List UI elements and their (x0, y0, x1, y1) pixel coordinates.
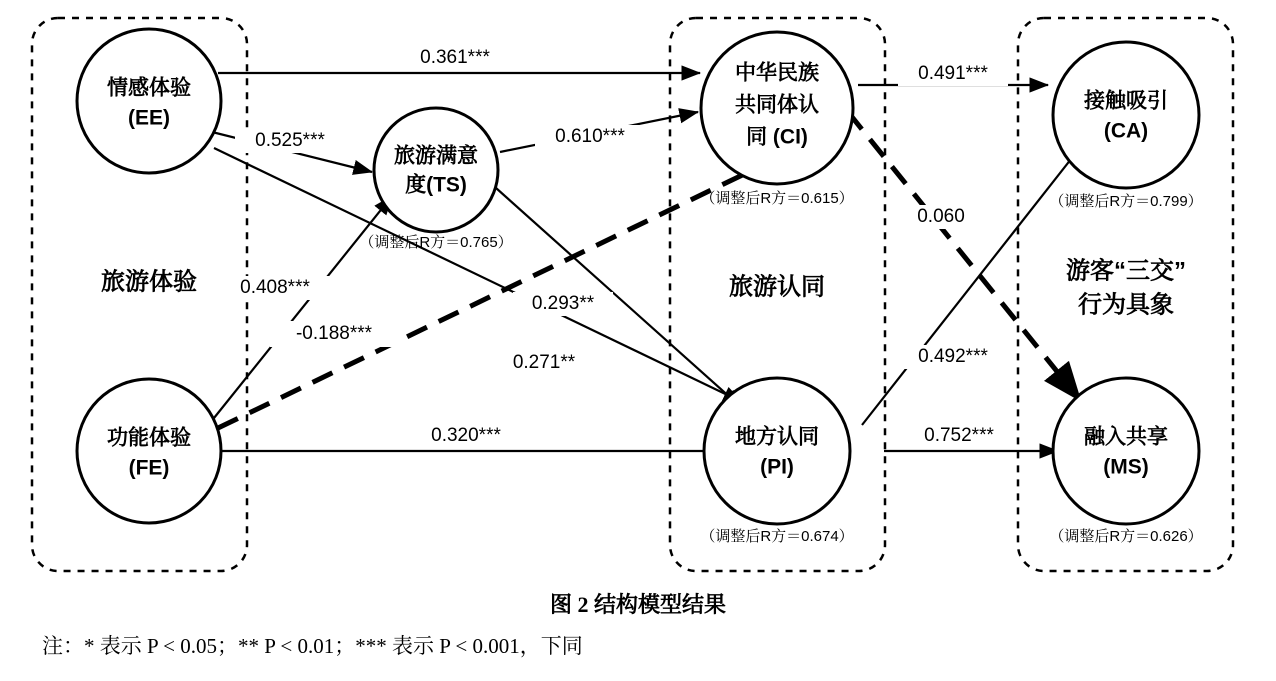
node-TS-label-line2: 度(TS) (405, 173, 467, 197)
node-CA[interactable] (1053, 42, 1199, 188)
group-title-identity: 旅游认同 (729, 273, 825, 301)
svg-text:0.320***: 0.320*** (431, 425, 501, 447)
path-label-TS-PI (513, 292, 613, 316)
node-PI-label-line2: (PI) (760, 455, 794, 479)
node-CI-label-line3: 同 (CI) (746, 125, 808, 149)
node-CI-label-line2: 共同体认 (735, 93, 819, 117)
node-CI-label-line1: 中华民族 (735, 61, 819, 85)
node-MS-label-line2: (MS) (1103, 455, 1149, 479)
group-title-experience: 旅游体验 (101, 268, 197, 296)
node-CI[interactable] (701, 32, 853, 184)
node-PI[interactable] (704, 378, 850, 524)
path-label-CI-MS (902, 205, 980, 229)
node-MS-r2: （调整后R方＝0.626） (1049, 527, 1203, 545)
node-EE[interactable] (77, 29, 221, 173)
node-PI-r2: （调整后R方＝0.674） (700, 527, 854, 545)
svg-text:0.492***: 0.492*** (918, 346, 988, 368)
svg-text:0.060: 0.060 (917, 206, 965, 228)
svg-text:0.491***: 0.491*** (918, 63, 988, 85)
node-TS-r2: （调整后R方＝0.765） (359, 233, 513, 251)
svg-text:0.361***: 0.361*** (420, 47, 490, 69)
svg-text:0.610***: 0.610*** (555, 126, 625, 148)
node-PI-label-line1: 地方认同 (735, 425, 819, 449)
path-label-FE-CI (270, 321, 398, 347)
path-label-EE-CI (400, 46, 510, 70)
figure-note: 注：* 表示 P < 0.05；** P < 0.01；*** 表示 P < 0.001，下同 (42, 633, 583, 658)
path-label-FE-PI (411, 424, 521, 448)
group-title-behavior-line2: 行为具象 (1078, 291, 1174, 319)
node-EE-label-line2: (EE) (128, 106, 170, 130)
node-CA-r2: （调整后R方＝0.799） (1049, 192, 1203, 210)
svg-text:0.293**: 0.293** (531, 293, 595, 315)
svg-text:0.525***: 0.525*** (255, 130, 325, 152)
node-MS-label-line1: 融入共享 (1084, 425, 1168, 449)
node-EE-label-line1: 情感体验 (107, 76, 191, 100)
svg-text:0.752***: 0.752*** (924, 425, 994, 447)
node-MS[interactable] (1053, 378, 1199, 524)
node-CI-r2: （调整后R方＝0.615） (700, 189, 854, 207)
path-label-EE-PI (494, 351, 594, 375)
node-CA-label-line2: (CA) (1103, 119, 1149, 143)
svg-text:0.408***: 0.408*** (240, 277, 310, 299)
node-TS[interactable] (374, 108, 498, 232)
node-TS-label-line1: 旅游满意 (394, 144, 478, 168)
node-FE-label-line2: (FE) (128, 456, 170, 480)
node-FE[interactable] (77, 379, 221, 523)
node-FE-label-line1: 功能体验 (107, 426, 191, 450)
svg-text:0.271**: 0.271** (512, 352, 576, 374)
path-label-PI-MS (904, 424, 1014, 448)
svg-text:-0.188***: -0.188*** (295, 323, 373, 345)
path-label-EE-TS (235, 129, 345, 153)
group-title-behavior-line1: 游客“三交” (1066, 257, 1186, 285)
path-label-CI-CA (898, 62, 1008, 86)
path-label-FE-TS (218, 276, 332, 300)
path-label-TS-CI (535, 125, 645, 149)
node-CA-label-line1: 接触吸引 (1084, 89, 1168, 113)
figure-caption: 图 2 结构模型结果 (549, 592, 727, 618)
path-label-PI-CA (898, 345, 1008, 369)
